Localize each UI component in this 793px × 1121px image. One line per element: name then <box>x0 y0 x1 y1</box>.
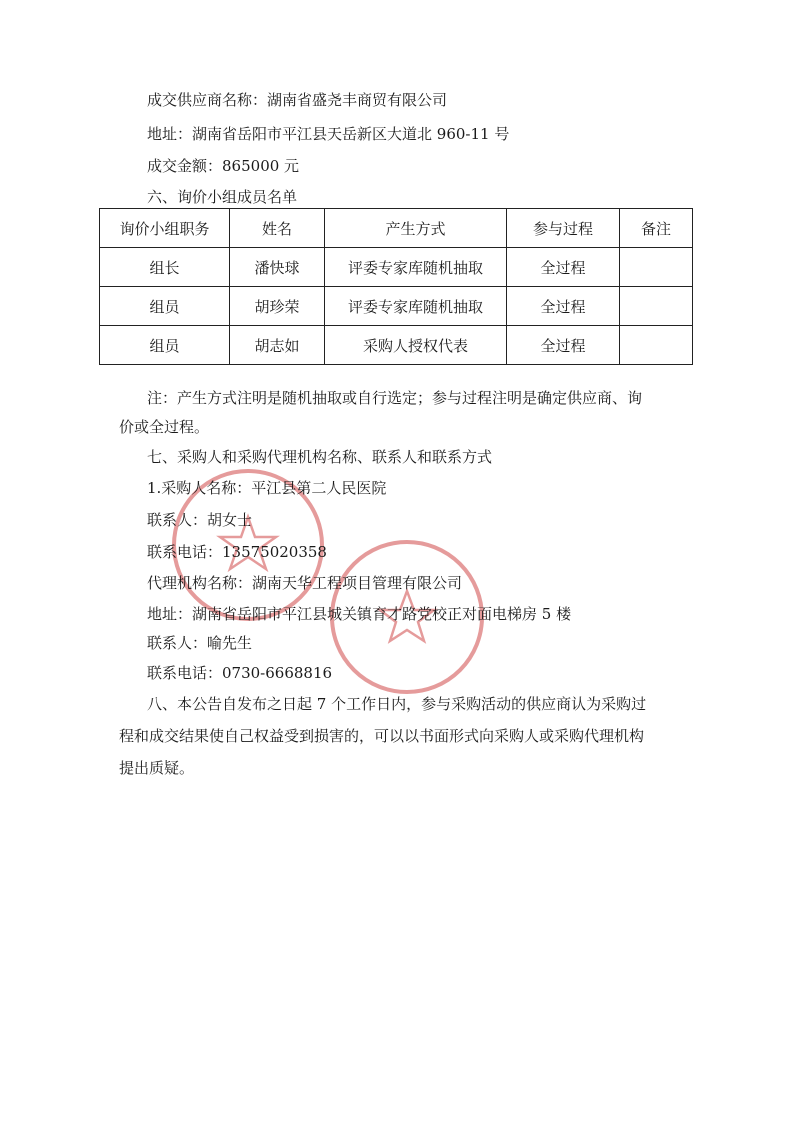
section-6-heading: 六、询价小组成员名单 <box>147 188 298 206</box>
supplier-address-line <box>147 124 509 144</box>
table-row <box>100 248 693 287</box>
cell-remarks <box>620 248 693 287</box>
section-8-line-2: 程和成交结果使自己权益受到损害的，可以以书面形式向采购人或采购代理机构 <box>119 727 645 745</box>
cell-name: 胡志如 <box>230 326 325 365</box>
cell-remarks <box>620 326 693 365</box>
table-row <box>100 287 693 326</box>
header-role: 询价小组职务 <box>100 209 230 248</box>
deal-amount-label: 成交金额： <box>147 157 223 175</box>
cell-name: 潘快球 <box>230 248 325 287</box>
agency-phone: 联系电话：0730-6668816 <box>147 664 333 682</box>
table-row <box>100 326 693 365</box>
note-line-1: 注：产生方式注明是随机抽取或自行选定；参与过程注明是确定供应商、询 <box>147 389 643 407</box>
cell-method: 采购人授权代表 <box>325 326 507 365</box>
supplier-address-value: 湖南省岳阳市平江县天岳新区大道北 960-11 号 <box>192 125 510 143</box>
cell-role: 组员 <box>100 326 230 365</box>
section-7-heading: 七、采购人和采购代理机构名称、联系人和联系方式 <box>147 448 493 466</box>
note-line-2: 价或全过程。 <box>119 418 210 436</box>
inquiry-group-table <box>99 208 693 365</box>
cell-method: 评委专家库随机抽取 <box>325 287 507 326</box>
cell-remarks <box>620 287 693 326</box>
cell-role: 组长 <box>100 248 230 287</box>
agency-contact: 联系人：喻先生 <box>147 634 253 652</box>
purchaser-contact: 联系人：胡女士 <box>147 511 253 529</box>
header-participation: 参与过程 <box>507 209 620 248</box>
table-header-row <box>100 209 693 248</box>
agency-name: 代理机构名称：湖南天华工程项目管理有限公司 <box>147 574 463 592</box>
agency-address: 地址：湖南省岳阳市平江县城关镇育才路党校正对面电梯房 5 楼 <box>147 605 572 623</box>
cell-role: 组员 <box>100 287 230 326</box>
cell-participation: 全过程 <box>507 287 620 326</box>
header-name: 姓名 <box>230 209 325 248</box>
header-method: 产生方式 <box>325 209 507 248</box>
cell-participation: 全过程 <box>507 248 620 287</box>
section-8-line-1: 八、本公告自发布之日起 7 个工作日内，参与采购活动的供应商认为采购过 <box>147 695 647 713</box>
purchaser-name: 1.采购人名称：平江县第二人民医院 <box>147 479 387 497</box>
deal-amount-line <box>147 156 299 176</box>
supplier-name-label: 成交供应商名称： <box>147 91 268 109</box>
cell-participation: 全过程 <box>507 326 620 365</box>
purchaser-phone: 联系电话：13575020358 <box>147 543 327 561</box>
supplier-name-line <box>147 90 447 110</box>
cell-method: 评委专家库随机抽取 <box>325 248 507 287</box>
supplier-address-label: 地址： <box>147 125 193 143</box>
section-8-line-3: 提出质疑。 <box>119 759 195 777</box>
header-remarks: 备注 <box>620 209 693 248</box>
deal-amount-value: 865000 元 <box>222 157 300 175</box>
cell-name: 胡珍荣 <box>230 287 325 326</box>
supplier-name-value: 湖南省盛尧丰商贸有限公司 <box>267 91 448 109</box>
